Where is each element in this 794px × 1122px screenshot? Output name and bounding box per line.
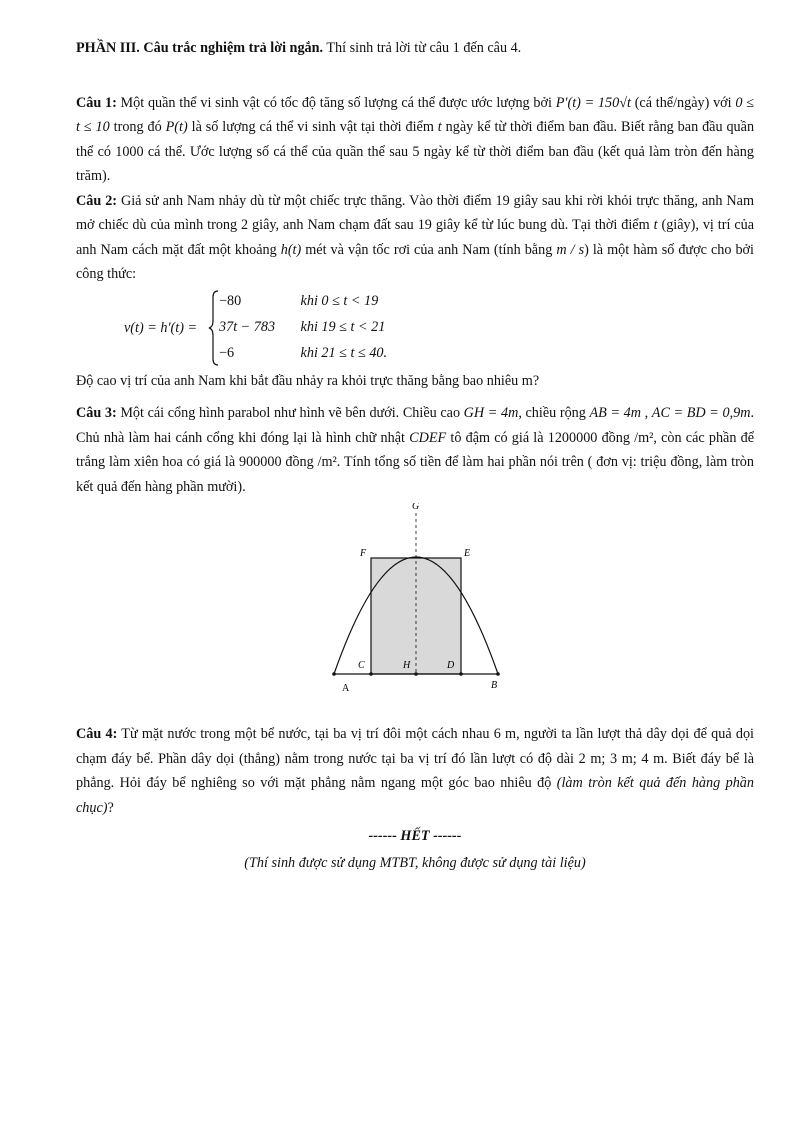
question-3-text: , [644, 405, 649, 421]
end-marker: ------ HẾT ------ [368, 828, 462, 844]
parabola-gate-figure [76, 503, 754, 718]
question-4 [76, 722, 754, 820]
question-4-text: Từ mặt nước trong một bể nước, tại ba vị trí đôi một cách nhau 6 m, người ta lần lượt thả dây dọi để quả dọi chạm đáy bể. Phần dây dọi (thẳng) nằm trong nước tại ba vị trí đó lần lượt có độ dài 2 m; 3 m; 4 m. Biết đáy bể là phẳng. Hỏi đáy bể nghiêng so với mặt phẳng nằm ngang một góc bao nhiêu độ [76, 726, 754, 791]
section-heading [76, 36, 754, 61]
question-1-text: là số lượng cá thể vi sinh vật tại thời điểm [191, 119, 434, 135]
parabola-diagram [326, 503, 506, 713]
question-2-t: t [653, 217, 658, 233]
question-3-gh: GH = 4m [463, 405, 519, 421]
label-g: G [412, 503, 420, 512]
label-c: C [358, 660, 365, 671]
case-cond: khi 0 ≤ t < 19 [300, 292, 379, 309]
question-2-question: Độ cao vị trí của anh Nam khi bắt đầu nhảy ra khỏi trực thăng bằng bao nhiêu m? [76, 372, 540, 389]
label-d: D [447, 660, 455, 671]
question-3-ab: AB = 4m [589, 405, 641, 421]
question-3-cdef: CDEF [409, 429, 447, 446]
exam-page [76, 36, 754, 875]
question-1-text: trong đó [113, 119, 162, 135]
question-1-pt: P(t) [165, 119, 188, 135]
label-a: A [342, 683, 350, 694]
question-1-range: 0 ≤ t ≤ 10 [76, 94, 755, 135]
question-3-text: tô đậm có giá là 1200000 đồng /m² [450, 429, 654, 446]
question-3-text: , chiều rộng [518, 405, 586, 421]
case-row [219, 341, 387, 367]
question-1-t: t [437, 119, 442, 135]
question-2-text: ) là một hàm số được cho bởi công thức: [76, 241, 755, 282]
question-2-ht: h(t) [280, 241, 302, 258]
question-4-label: Câu 4: [76, 726, 118, 742]
point-c [369, 672, 373, 676]
question-1-text: ngày kể từ thời điểm ban đầu. Biết rằng ban đầu quần thể có 1000 cá thể. Ước lượng số cá thể của quần thể sau 5 ngày kể từ thời điểm ban đầu (kết quả làm tròn đến hàng trăm). [76, 119, 755, 184]
question-2-text: (giây), vị trí của anh Nam cách mặt đất một khoảng [76, 217, 755, 258]
question-3-text: . Tính tổng số tiền để làm hai phần nói trên ( đơn vị: triệu đồng, làm tròn kết quả đến hàng phần mười). [76, 454, 754, 495]
case-row [219, 289, 378, 315]
question-1 [76, 91, 754, 189]
label-f: F [360, 548, 367, 559]
question-1-formula: P′(t) = 150√t [555, 94, 631, 111]
section-heading-bold: PHẦN III. Câu trắc nghiệm trả lời ngắn. [76, 40, 324, 56]
case-cond: khi 19 ≤ t < 21 [300, 318, 386, 335]
question-3-acbd: AC = BD = 0,9m [651, 405, 751, 421]
question-1-label: Câu 1: [76, 94, 117, 111]
label-h: H [403, 660, 411, 671]
question-2-label: Câu 2: [76, 192, 118, 209]
question-2-unit: m / s [556, 241, 585, 258]
question-3-text: , còn các phần để trắng làm xiên hoa có giá là 900000 đồng /m² [76, 429, 755, 470]
question-3-text: Một cái cổng hình parabol như hình vẽ bên dưới. Chiều cao [120, 405, 461, 421]
point-b [496, 672, 500, 676]
case-expr: −80 [219, 292, 242, 309]
question-1-text: (cá thể/ngày) với [634, 94, 732, 111]
case-expr: 37t − 783 [219, 318, 276, 335]
point-a [332, 672, 336, 676]
question-2-text: Giả sử anh Nam nhảy dù từ một chiếc trực thăng. Vào thời điểm 19 giây sau khi rời khỏi trực thăng, anh Nam mở chiếc dù của mình trong 2 giây, anh Nam chạm đất sau 19 giây kể từ lúc bung dù. Tại thời điểm [76, 192, 754, 233]
question-3-label: Câu 3: [76, 405, 117, 421]
question-3-text: . Chủ nhà làm hai cánh cổng khi đóng lại là hình chữ nhật [76, 405, 754, 446]
question-2-text: mét và vận tốc rơi của anh Nam (tính bằng [305, 241, 553, 258]
case-cond: khi 21 ≤ t ≤ 40. [300, 344, 388, 361]
case-row [219, 315, 385, 341]
question-2 [76, 189, 754, 287]
section-heading-rest: Thí sinh trả lời từ câu 1 đến câu 4. [326, 40, 522, 56]
case-expr: −6 [219, 344, 235, 361]
label-b: B [491, 680, 498, 691]
question-4-text: ? [107, 799, 114, 816]
question-4-italic: (làm tròn kết quả đến hàng phần chục) [76, 775, 754, 816]
point-d [459, 672, 463, 676]
question-3 [76, 401, 754, 499]
function-lhs: v(t) = h′(t) = [124, 319, 198, 336]
question-1-text: Một quần thể vi sinh vật có tốc độ tăng số lượng cá thể được ước lượng bởi [120, 94, 552, 111]
point-h [414, 672, 418, 676]
label-e: E [464, 548, 471, 559]
footer-note: (Thí sinh được sử dụng MTBT, không được sử dụng tài liệu) [244, 854, 586, 871]
piecewise-function [76, 289, 754, 367]
